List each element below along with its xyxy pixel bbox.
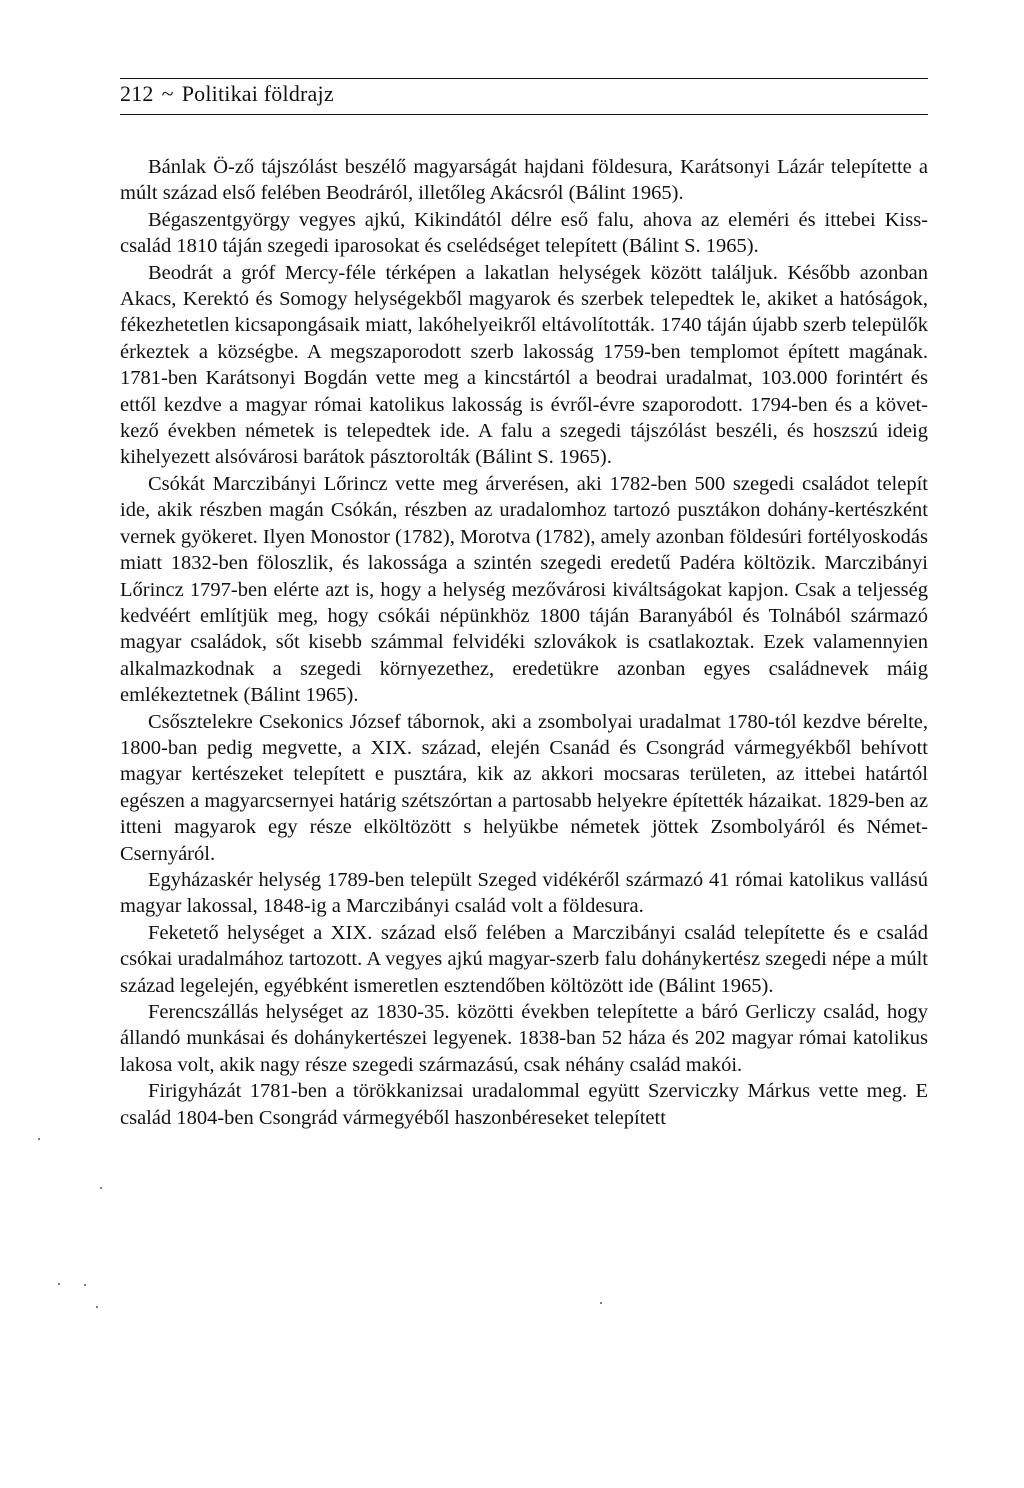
paragraph-begaszentgyorgy: Bégaszentgyörgy vegyes ajkú, Kikindától délre eső falu, ahova az eleméri és ittebei Kiss-család 1810 táján szegedi iparosokat és cselédséget telepített (Bálint S. 1965). xyxy=(120,208,928,258)
scan-speck xyxy=(58,1283,60,1285)
header-separator: ~ xyxy=(161,81,174,106)
page xyxy=(120,74,928,1131)
paragraph-egyhazasker: Egyházaskér helység 1789-ben települt Szeged vidékéről származó 41 római katolikus vallású magyar lakossal, 1848-ig a Marczibányi család volt a földesura. xyxy=(120,868,928,918)
paragraph-beodra: Beodrát a gróf Mercy-féle térképen a lakatlan helységek között találjuk. Később azonban Akacs, Kerektó és Somogy helységekből magyarok és szerbek telepedtek le, akiket a hatóságok, fékezhetetlen kicsapongásaik miatt, lakóhelyeikről eltávolították. 1740 táján újabb szerb települők érkeztek a községbe. A megszaporodott szerb lakosság 1759-ben templomot épített magának. 1781-ben Karátsonyi Bogdán vette meg a kincstártól a beodrai uradalmat, 103.000 forintért és ettől kezdve a magyar római katolikus lakosság is évről-évre szaporodott. 1794-ben és a következő években németek is telepedtek ide. A falu a szegedi tájszólást beszéli, és hoszszú ideig kihelyezett alsóvárosi barátok pásztorolták (Bálint S. 1965). xyxy=(120,261,928,469)
scan-speck xyxy=(100,1187,102,1189)
body-text xyxy=(120,154,928,1131)
page-number: 212 xyxy=(120,81,154,106)
paragraph-firigyhaza: Firigyházát 1781-ben a törökkanizsai uradalommal együtt Szerviczky Márkus vette meg. E család 1804-ben Csongrád vármegyéből haszonbéreseket telepített xyxy=(120,1080,928,1129)
paragraph-feketeto: Feketető helységet a XIX. század első felében a Marczibányi család telepítette és e család csókai uradalmához tartozott. A vegyes ajkú magyar-szerb falu dohánykertész szegedi népe a múlt század legelején, egyébként ismeretlen esztendőben költözött ide (Bálint 1965). xyxy=(120,921,928,997)
scan-speck xyxy=(600,1302,602,1304)
paragraph-csoka: Csókát Marczibányi Lőrincz vette meg árverésen, aki 1782-ben 500 szegedi családot telepít ide, akik részben magán Csókán, részben az uradalomhoz tartozó pusztákon dohány-kertészként vernek gyökeret. Ilyen Monostor (1782), Morotva (1782), amely azonban földesúri fortélyoskodás miatt 1832-ben föloszlik, és lakossága a szintén szegedi eredetű Padéra költözik. Marczibányi Lőrincz 1797-ben elérte azt is, hogy a helység mezővárosi kiváltságokat kapjon. Csak a teljesség kedvéért említjük meg, hogy csókái népünkhöz 1800 táján Baranyából és Tolnából származó magyar családok, sőt kisebb számmal felvidéki szlovákok is csatlakoztak. Ezek valamennyien alkalmazkodnak a szegedi környezethez, eredetükre azonban egyes családnevek máig emlékeztetnek (Bálint 1965). xyxy=(120,472,928,707)
running-head xyxy=(120,74,928,114)
scan-speck xyxy=(84,1284,86,1286)
paragraph-csosztelek: Csősztelekre Csekonics József tábornok, aki a zsombolyai uradalmat 1780-tól kezdve bérelte, 1800-ban pedig megvette, a XIX. század, elején Csanád és Csongrád vármegyékből behívott magyar kertészeket telepített e pusztára, kik az akkori mocsaras területen, az ittebei határtól egészen a magyarcsernyei határig szétszórtan a partosabb helyekre építették házaikat. 1829-ben az itteni magyarok egy része elköltözött s helyükbe németek jöttek Zsombolyáról és Német-Csernyáról. xyxy=(120,710,928,865)
scan-speck xyxy=(38,1138,40,1140)
header-top-rule xyxy=(120,78,928,79)
scan-speck xyxy=(96,1306,98,1308)
paragraph-banlak: Bánlak Ö-ző tájszólást beszélő magyarságát hajdani földesura, Karátsonyi Lázár telepítette a múlt század első felében Beodráról, illetőleg Akácsról (Bálint 1965). xyxy=(120,156,928,205)
section-title: Politikai földrajz xyxy=(181,81,334,106)
paragraph-ferencszallas: Ferencszállás helységet az 1830-35. közötti években telepítette a báró Gerliczy család, hogy állandó munkásai és dohánykertészei legyenek. 1838-ban 52 háza és 202 magyar római katolikus lakosa volt, akik nagy része szegedi származású, csak néhány család makói. xyxy=(120,1001,928,1076)
header-bottom-rule xyxy=(120,114,928,115)
